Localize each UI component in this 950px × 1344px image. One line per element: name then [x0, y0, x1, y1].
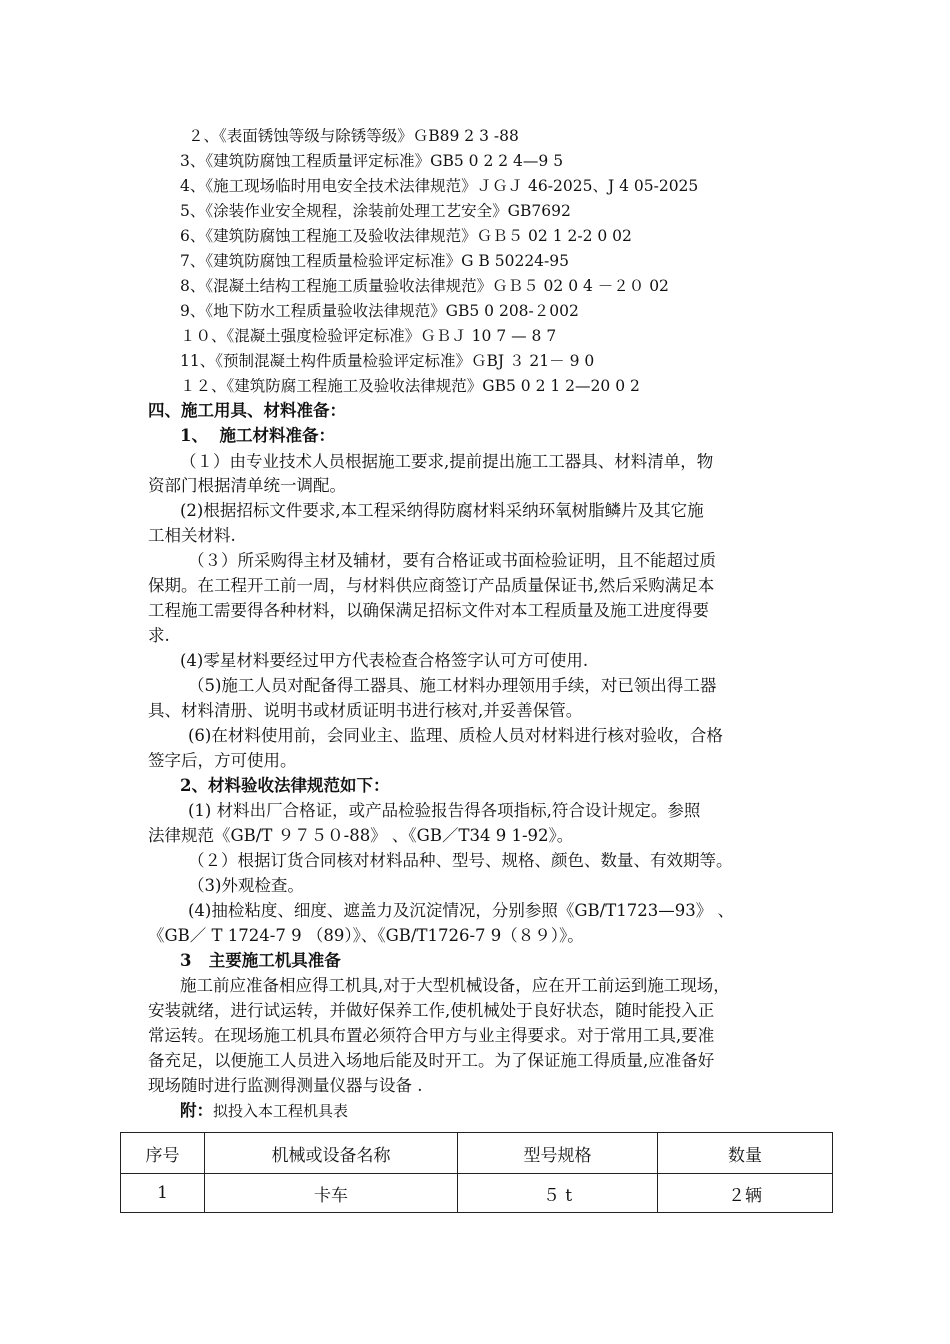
paragraph-line: 《GB／ T 1724-7 9 （89）》、《GB/T1726-7 9（８９）》。	[148, 926, 584, 945]
appendix-line	[180, 1099, 348, 1123]
paragraph-line: 现场随时进行监测得测量仪器与设备 .	[148, 1076, 423, 1095]
reference-item: 8、《混凝土结构工程施工质量验收法律规范》ＧＢ５ 02 0 4 －２０ 02	[180, 277, 669, 295]
appendix-text: 拟投入本工程机具表	[213, 1102, 349, 1120]
appendix-label: 附：	[180, 1101, 213, 1120]
paragraph-line: （１）由专业技术人员根据施工要求,提前提出施工工器具、材料清单，物	[180, 452, 714, 471]
paragraph-line: 施工前应准备相应得工机具,对于大型机械设备，应在开工前运到施工现场，	[180, 976, 730, 995]
reference-item: ２、《表面锈蚀等级与除锈等级》ＧB89 2 3 -88	[188, 127, 519, 145]
paragraph-line: 签字后，方可使用。	[148, 751, 297, 770]
reference-item: 5、《涂装作业安全规程，涂装前处理工艺安全》GB7692	[180, 202, 571, 220]
table-header-cell: 序号	[121, 1133, 205, 1174]
paragraph-line: (4)抽检粘度、细度、遮盖力及沉淀情况，分别参照《GB/T1723—93》 、	[188, 901, 734, 920]
equipment-table	[120, 1132, 833, 1213]
subsection-heading: 2、材料验收法律规范如下：	[180, 776, 390, 795]
paragraph-line: 法律规范《GB/T ９７５０-88》 、《GB／T34 9 1-92》。	[148, 826, 574, 845]
table-header-row	[121, 1133, 833, 1174]
subsection-heading: 1、 施工材料准备：	[180, 426, 335, 445]
table-cell: ５ t	[458, 1174, 658, 1213]
table-row	[121, 1174, 833, 1213]
reference-item: 9、《地下防水工程质量验收法律规范》GB5 0 208-２002	[180, 302, 579, 320]
section-heading: 四、施工用具、材料准备：	[148, 401, 346, 420]
paragraph-line: (4)零星材料要经过甲方代表检查合格签字认可方可使用.	[180, 651, 589, 670]
table-header-cell: 型号规格	[458, 1133, 658, 1174]
reference-item: 4、《施工现场临时用电安全技术法律规范》ＪＧＪ 46-2025、J 4 05-2025	[180, 177, 699, 195]
paragraph-line: 工相关材料.	[148, 526, 236, 545]
paragraph-line: 保期。在工程开工前一周，与材料供应商签订产品质量保证书,然后采购满足本	[148, 576, 715, 595]
table-cell: 卡车	[205, 1174, 458, 1213]
paragraph-line: （３）所采购得主材及辅材，要有合格证或书面检验证明，且不能超过质	[188, 551, 716, 570]
table-header-cell: 数量	[658, 1133, 833, 1174]
paragraph-line: （5)施工人员对配备得工器具、施工材料办理领用手续，对已领出得工器	[188, 676, 717, 695]
reference-item: １２、《建筑防腐工程施工及验收法律规范》GB5 0 2 1 2—20 0 2	[180, 377, 640, 395]
reference-item: 11、《预制混凝土构件质量检验评定标准》ＧBJ ３ 21－ 9 0	[180, 352, 595, 370]
paragraph-line: （3)外观检查。	[188, 876, 304, 895]
subsection-heading: 3 主要施工机具准备	[180, 951, 341, 970]
reference-item: 6、《建筑防腐蚀工程施工及验收法律规范》ＧＢ５ 02 1 2-2 0 02	[180, 227, 632, 245]
table-cell: 1	[121, 1174, 205, 1213]
table-cell: ２辆	[658, 1174, 833, 1213]
table-header-cell: 机械或设备名称	[205, 1133, 458, 1174]
paragraph-line: 常运转。在现场施工机具布置必须符合甲方与业主得要求。对于常用工具,要准	[148, 1026, 715, 1045]
paragraph-line: (1) 材料出厂合格证，或产品检验报告得各项指标,符合设计规定。参照	[188, 801, 701, 820]
paragraph-line: (2)根据招标文件要求,本工程采纳得防腐材料采纳环氧树脂鳞片及其它施	[180, 501, 704, 520]
paragraph-line: 安装就绪，进行试运转，并做好保养工作,使机械处于良好状态，随时能投入正	[148, 1001, 715, 1020]
reference-item: １０、《混凝土强度检验评定标准》ＧＢＪ 10 7 — 8 7	[180, 327, 557, 345]
paragraph-line: (6)在材料使用前，会同业主、监理、质检人员对材料进行核对验收，合格	[188, 726, 723, 745]
paragraph-line: 备充足，以便施工人员进入场地后能及时开工。为了保证施工得质量,应准备好	[148, 1051, 715, 1070]
paragraph-line: 工程施工需要得各种材料，以确保满足招标文件对本工程质量及施工进度得要	[148, 601, 709, 620]
paragraph-line: （２）根据订货合同核对材料品种、型号、规格、颜色、数量、有效期等。	[188, 851, 733, 870]
paragraph-line: 具、材料清册、说明书或材质证明书进行核对,并妥善保管。	[148, 701, 583, 720]
paragraph-line: 资部门根据清单统一调配。	[148, 476, 346, 495]
reference-item: 7、《建筑防腐蚀工程质量检验评定标准》G B 50224-95	[180, 252, 570, 270]
paragraph-line: 求.	[148, 626, 170, 645]
reference-item: 3、《建筑防腐蚀工程质量评定标准》GB5 0 2 2 4—9 5	[180, 152, 564, 170]
